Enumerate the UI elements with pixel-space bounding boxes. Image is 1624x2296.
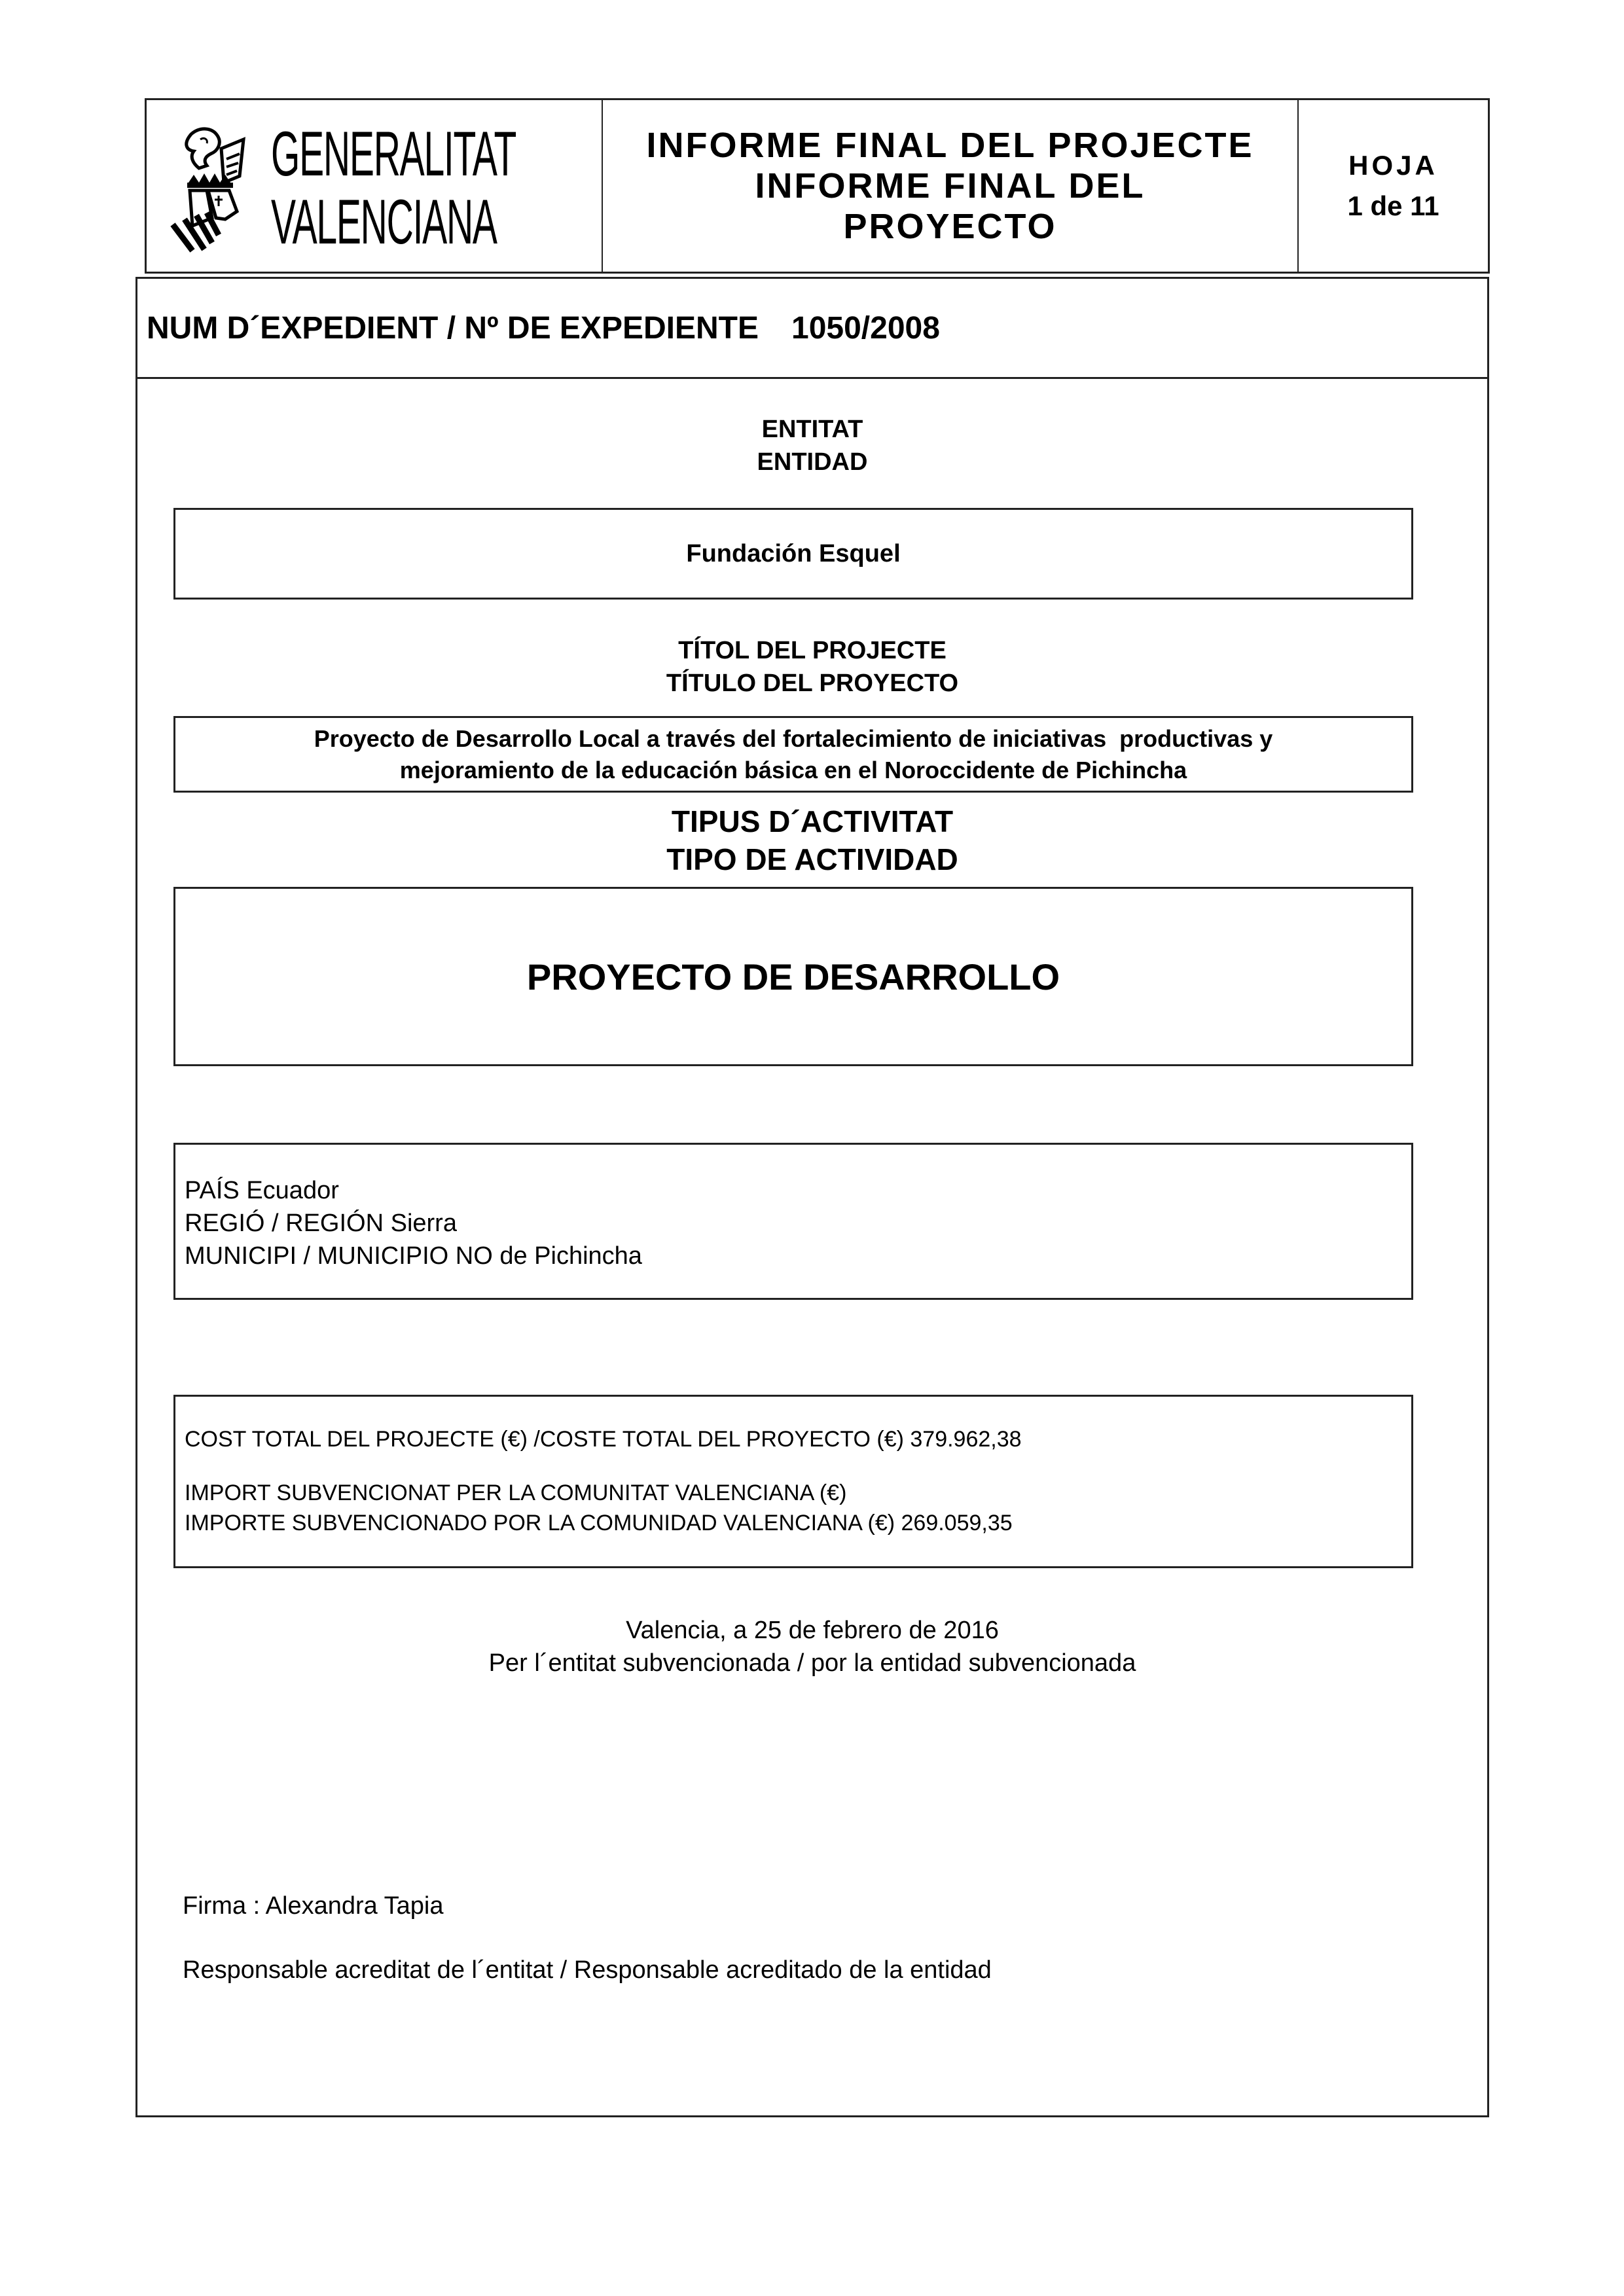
- signer-role: Responsable acreditat de l´entitat / Responsable acreditado de la entidad: [183, 1956, 992, 1984]
- on-behalf-line: Per l´entitat subvencionada / por la entidad subvencionada: [488, 1649, 1136, 1677]
- sheet-indicator: [1299, 100, 1488, 272]
- entity-field: [173, 508, 1413, 600]
- project-title-label-es: TÍTULO DEL PROYECTO: [666, 670, 959, 697]
- logo-line-1: GENERALITAT: [271, 118, 516, 189]
- activity-type-value: PROYECTO DE DESARROLLO: [526, 956, 1060, 997]
- municipality-line: MUNICIPI / MUNICIPIO NO de Pichincha: [185, 1242, 642, 1270]
- subsidy-line-ca: IMPORT SUBVENCIONAT PER LA COMUNITAT VALENCIANA (€): [185, 1480, 847, 1505]
- entity-label-es: ENTIDAD: [757, 448, 868, 476]
- sheet-number: 1 de 11: [1347, 190, 1439, 221]
- sheet-label: HOJA: [1348, 150, 1438, 181]
- expediente-row: [137, 279, 1487, 379]
- activity-type-label-es: TIPO DE ACTIVIDAD: [666, 842, 958, 876]
- report-title-line: PROYECTO: [843, 207, 1057, 246]
- project-title-value-line: mejoramiento de la educación básica en el Noroccidente de Pichincha: [399, 756, 1187, 783]
- logo-cell: [147, 100, 603, 272]
- subsidy-line-es: IMPORTE SUBVENCIONADO POR LA COMUNIDAD VALENCIANA (€) 269.059,35: [185, 1511, 1013, 1535]
- logo-line-2: VALENCIANA: [271, 187, 497, 257]
- generalitat-valenciana-emblem-icon: [166, 120, 271, 257]
- signature-line: Firma : Alexandra Tapia: [183, 1892, 444, 1920]
- report-title-line: INFORME FINAL DEL: [755, 166, 1146, 206]
- total-cost-line: COST TOTAL DEL PROJECTE (€) /COSTE TOTAL DEL PROYECTO (€) 379.962,38: [185, 1427, 1022, 1452]
- project-title-field: [173, 716, 1413, 793]
- entity-value: Fundación Esquel: [686, 539, 901, 567]
- entity-heading: [137, 413, 1487, 478]
- report-title-line: INFORME FINAL DEL PROJECTE: [646, 126, 1254, 165]
- project-title-label-ca: TÍTOL DEL PROJECTE: [678, 637, 947, 664]
- report-form: [135, 277, 1489, 2117]
- project-title-heading: [137, 634, 1487, 700]
- report-title: [603, 100, 1299, 272]
- place-date: Valencia, a 25 de febrero de 2016: [626, 1617, 999, 1644]
- activity-type-field: [173, 887, 1413, 1066]
- expediente-label: NUM D´EXPEDIENT / Nº DE EXPEDIENTE: [147, 310, 759, 346]
- document-header: [145, 98, 1490, 274]
- costs-field: [173, 1395, 1413, 1568]
- logo-wordmark: [271, 118, 592, 257]
- activity-type-heading: [137, 802, 1487, 878]
- expediente-number: 1050/2008: [791, 310, 940, 346]
- country-line: PAÍS Ecuador: [185, 1177, 339, 1204]
- project-title-value-line: Proyecto de Desarrollo Local a través del fortalecimiento de iniciativas productivas y: [314, 725, 1273, 752]
- entity-label-ca: ENTITAT: [761, 416, 863, 443]
- region-line: REGIÓ / REGIÓN Sierra: [185, 1210, 457, 1237]
- activity-type-label-ca: TIPUS D´ACTIVITAT: [671, 804, 954, 838]
- closing-block: [137, 1614, 1487, 1679]
- location-field: [173, 1143, 1413, 1300]
